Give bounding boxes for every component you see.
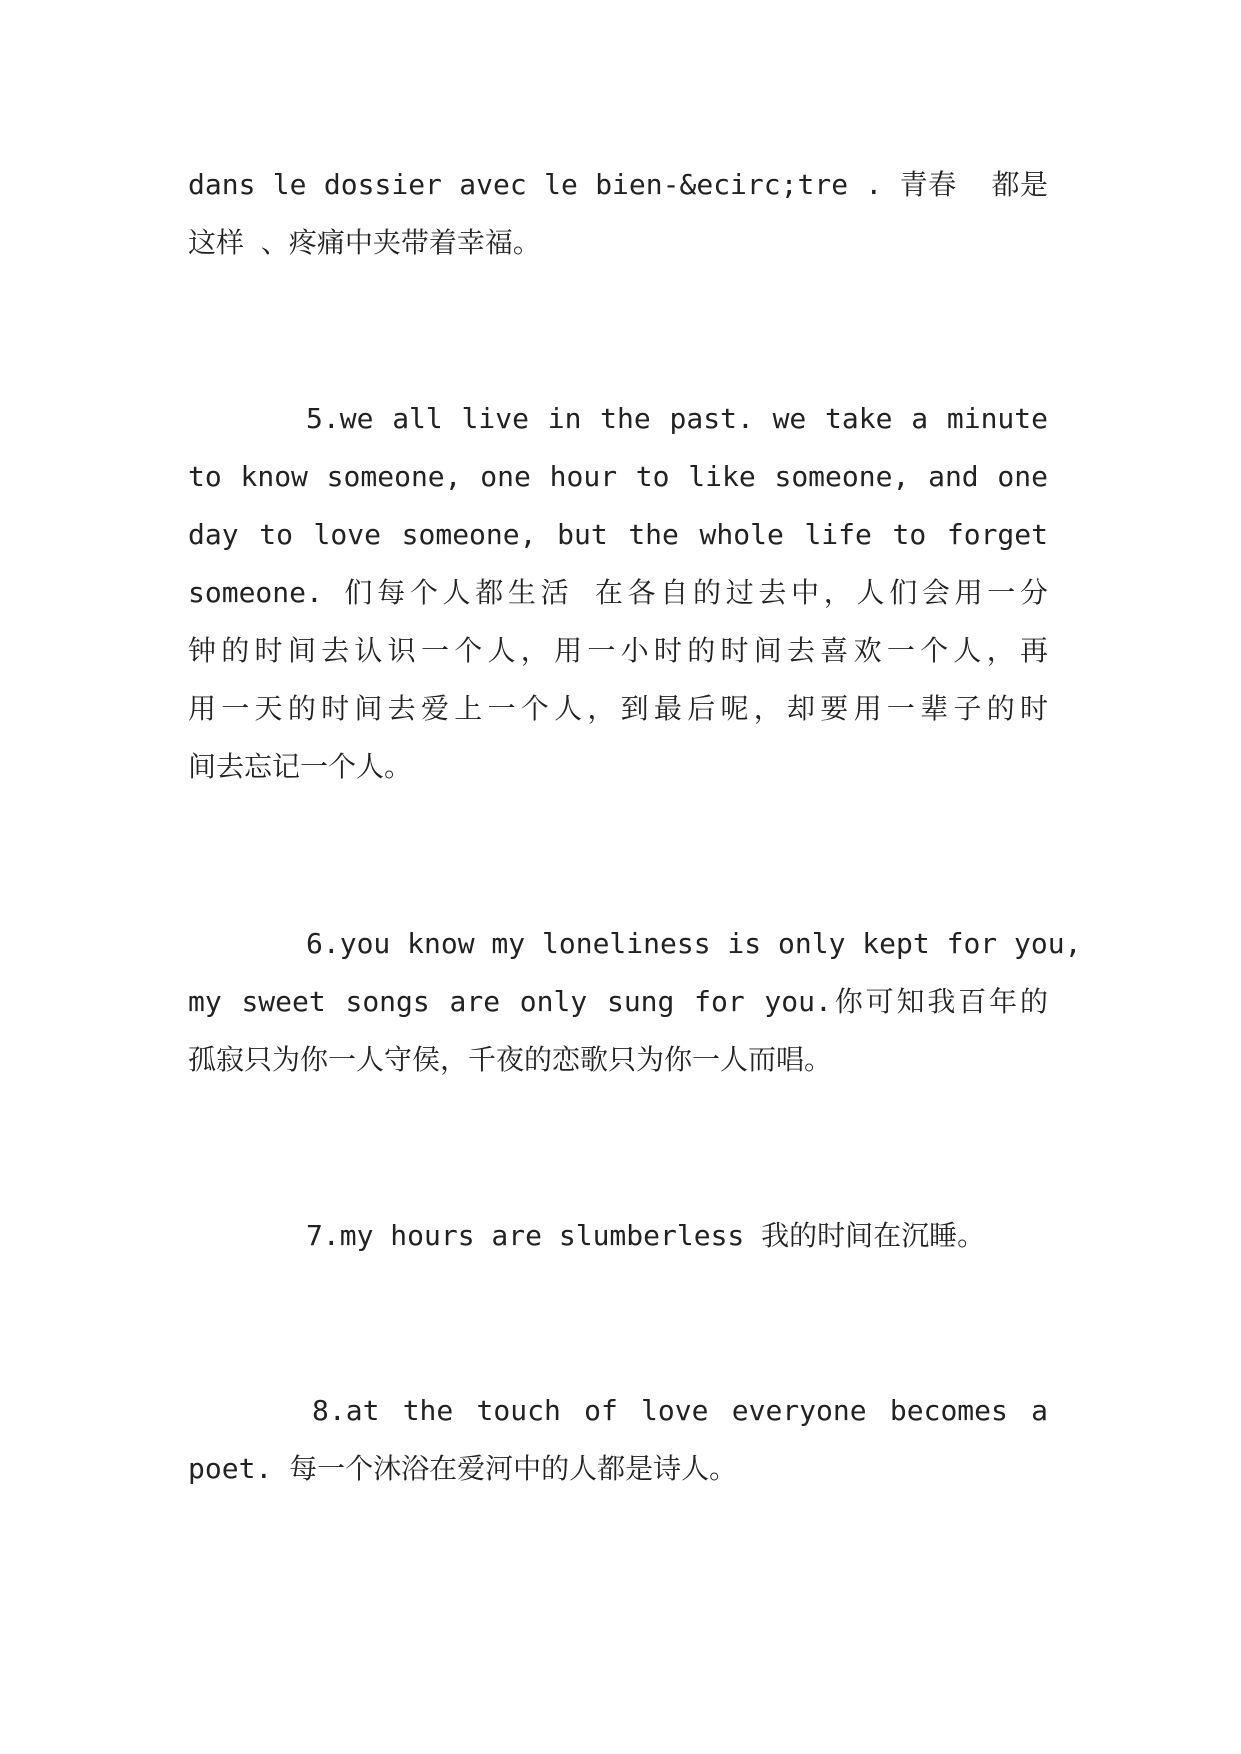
text-line: 8.at the touch of love everyone becomes a [312, 1394, 1048, 1427]
text-line: poet. 每一个沐浴在爱河中的人都是诗人。 [188, 1452, 738, 1485]
text-line: someone. 们每个人都生活 在各自的过去中，人们会用一分 [188, 576, 1048, 609]
text-line: 6.you know my loneliness is only kept for you, [306, 927, 1082, 960]
text-line: 孤寂只为你一人守侯，千夜的恋歌只为你一人而唱。 [188, 1043, 833, 1076]
text-line: 钟的时间去认识一个人，用一小时的时间去喜欢一个人，再 [188, 634, 1048, 667]
text-line: 5.we all live in the past. we take a minute [306, 402, 1048, 435]
quote-8 [188, 1382, 1048, 1498]
text-line: 间去忘记一个人。 [188, 750, 413, 783]
text-line: dans le dossier avec le bien-&ecirc;tre . 青春 都是 [188, 168, 1048, 201]
text-line: 用一天的时间去爱上一个人，到最后呢，却要用一辈子的时 [188, 692, 1048, 725]
paragraph-continuation [188, 156, 1048, 272]
quote-5 [188, 390, 1048, 796]
text-line: day to love someone, but the whole life to forget [188, 518, 1048, 551]
quote-6 [188, 915, 1082, 1089]
text-line: 7.my hours are slumberless 我的时间在沉睡。 [306, 1219, 986, 1252]
text-line: to know someone, one hour to like someone, and one [188, 460, 1048, 493]
text-line: my sweet songs are only sung for you.你可知我百年的 [188, 985, 1048, 1018]
text-line: 这样 、疼痛中夹带着幸福。 [188, 226, 541, 259]
quote-7 [188, 1207, 1048, 1265]
